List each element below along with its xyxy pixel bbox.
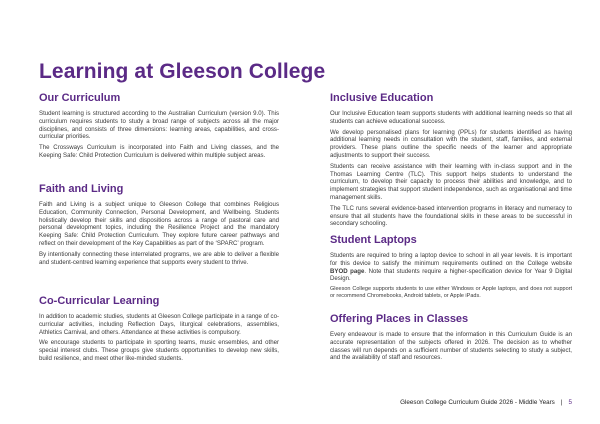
heading-faith-and-living: Faith and Living: [39, 183, 124, 195]
offering-paragraph-1: Every endeavour is made to ensure that the information in this Curriculum Guide is an accurate representation of the subjects offered in 2026. The decision as to whether classes will run depends on a sufficient number of students selecting to study a subject, and the availability of staff and resources.: [330, 331, 572, 362]
laptops-text-after: . Note that students require a higher-specification device for Year 9 Digital Design.: [330, 267, 572, 283]
laptops-paragraph-1: [330, 252, 572, 283]
faith-paragraph-2: By intentionally connecting these interrelated programs, we are able to deliver a flexible and student-centred learning experience that supports every student to thrive.: [39, 250, 279, 266]
heading-co-curricular: Co-Curricular Learning: [39, 295, 160, 307]
curriculum-paragraph-2: The Crossways Curriculum is incorporated into Faith and Living classes, and the Keeping Safe: Child Protection Curriculum is delivered within multiple subject areas.: [39, 144, 279, 159]
heading-offering-places: Offering Places in Classes: [330, 313, 469, 325]
section-inclusive-education: [330, 92, 572, 228]
footer-separator: |: [560, 399, 563, 406]
section-offering-places: [330, 313, 572, 362]
page-title: Learning at Gleeson College: [39, 60, 326, 83]
heading-our-curriculum: Our Curriculum: [39, 92, 121, 104]
cocurricular-paragraph-1: In addition to academic studies, students at Gleeson College participate in a range of co-curricular activities, including Reflection Days, liturgical celebrations, assemblies, Athletics Carnival, and others. Attendance at these activities is compulsory.: [39, 313, 279, 336]
cocurricular-paragraph-2: We encourage students to participate in sporting teams, music ensembles, and other special interest clubs. These groups give students opportunities to develop new skills, build resilience, and meet other like-minded students.: [39, 339, 279, 362]
inclusive-paragraph-1: Our Inclusive Education team supports students with additional learning needs so that all students can achieve educational success.: [330, 110, 572, 125]
section-student-laptops: [330, 234, 572, 300]
heading-student-laptops: Student Laptops: [330, 234, 417, 246]
faith-paragraph-1: Faith and Living is a subject unique to Gleeson College that combines Religious Education, Community Connection, Personal Development, and Wellbeing. Students holistically develop their skills and dispositions across a range of pastoral care and personal development topics, including the Resilience Project and the mandatory Keeping Safe: Child Protection Curriculum. They explore future career pathways and reflect on their development of the Key Capabilities as part of the ‘SPARC’ program.: [39, 201, 279, 247]
section-our-curriculum: [39, 92, 279, 160]
inclusive-paragraph-2: We develop personalised plans for learning (PPLs) for students identified as having additional learning needs in consultation with the student, staff, families, and external providers. These plans outline the specific needs of the learner and appropriate adjustments to support their success.: [330, 128, 572, 159]
section-co-curricular: [39, 295, 279, 363]
inclusive-paragraph-3: Students can receive assistance with their learning with in-class support and in the Thomas Learning Centre (TLC). This support helps students to understand the curriculum, to develop their capacity to process their abilities and knowledge, and to implement strategies that support student independence, such as organisational and time management skills.: [330, 162, 572, 201]
page-footer: [400, 399, 572, 406]
laptops-text-before: Students are required to bring a laptop device to school in all year levels. It is important for this device to satisfy the minimum requirements outlined on the College website: [330, 252, 572, 267]
inclusive-paragraph-4: The TLC runs several evidence-based intervention programs in literacy and numeracy to ensure that all students have the foundational skills in these areas to be successful in secondary schooling.: [330, 204, 572, 228]
footer-text: Gleeson College Curriculum Guide 2026 - Middle Years: [400, 399, 555, 406]
section-faith-and-living: [39, 183, 279, 266]
byod-page-link[interactable]: BYOD page: [330, 267, 365, 275]
page-number: 5: [568, 399, 572, 406]
heading-inclusive-education: Inclusive Education: [330, 92, 434, 104]
curriculum-paragraph-1: Student learning is structured according to the Australian Curriculum (version 9.0). This curriculum requires students to study a broad range of subjects across all the major disciplines, and consists of three dimensions: learning areas, capabilities, and cross-curricular priorities.: [39, 110, 279, 141]
laptops-paragraph-2: Gleeson College supports students to use either Windows or Apple laptops, and does not support or recommend Chromebooks, Android tablets, or Apple iPads.: [330, 286, 572, 300]
